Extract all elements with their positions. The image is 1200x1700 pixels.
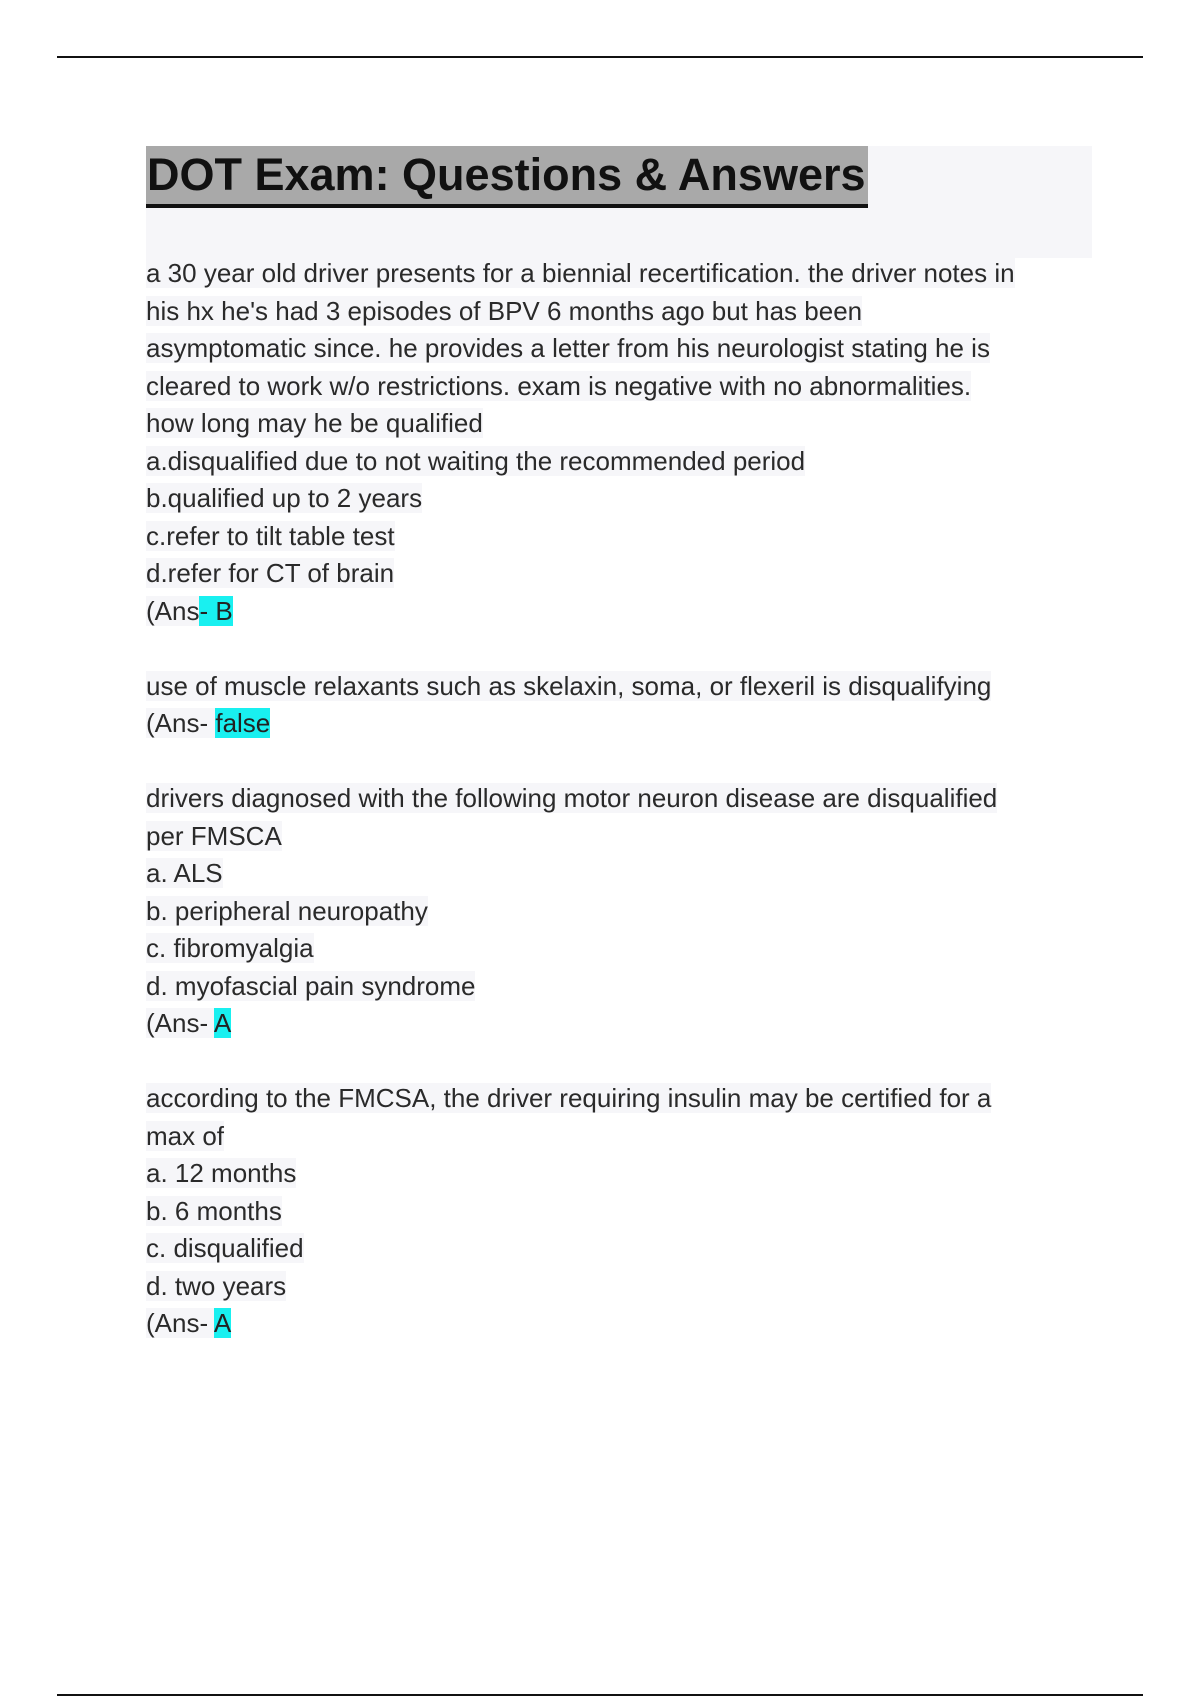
answer-highlight: - B: [199, 595, 233, 626]
answer-line: [146, 1005, 1106, 1043]
option-a: a.disqualified due to not waiting the recommended period: [146, 445, 806, 476]
option-b: b.qualified up to 2 years: [146, 483, 423, 513]
question-line: how long may he be qualified: [146, 408, 483, 438]
answer-highlight: A: [213, 1308, 232, 1338]
option-a: a. 12 months: [146, 1158, 297, 1188]
question-block-3: [146, 780, 1106, 1043]
qa-content: [146, 255, 1106, 1380]
question-line: according to the FMCSA, the driver requiring insulin may be certified for a: [146, 1083, 992, 1113]
question-line: use of muscle relaxants such as skelaxin, soma, or flexeril is disqualifying: [146, 670, 992, 701]
answer-prefix: (Ans-: [146, 1308, 214, 1338]
question-line: cleared to work w/o restrictions. exam is negative with no abnormalities.: [146, 370, 972, 401]
page-title: DOT Exam: Questions & Answers: [146, 146, 868, 208]
answer-line: [146, 1305, 1106, 1343]
answer-highlight: false: [215, 708, 271, 738]
option-b: b. 6 months: [146, 1195, 282, 1226]
option-d: d. two years: [146, 1270, 287, 1301]
question-line: a 30 year old driver presents for a biennial recertification. the driver notes in: [146, 258, 1015, 288]
page-top-rule: [57, 56, 1143, 58]
answer-prefix: (Ans-: [146, 708, 216, 738]
question-block-4: [146, 1080, 1106, 1343]
answer-highlight: A: [213, 1008, 232, 1038]
option-a: a. ALS: [146, 858, 223, 888]
question-block-1: [146, 255, 1106, 630]
page-bottom-rule: [57, 1694, 1143, 1696]
option-c: c. disqualified: [146, 1233, 304, 1263]
question-line: max of: [146, 1120, 225, 1151]
question-line: asymptomatic since. he provides a letter from his neurologist stating he is: [146, 333, 990, 363]
question-block-2: [146, 668, 1106, 743]
answer-prefix: (Ans: [146, 595, 200, 626]
option-d: d. myofascial pain syndrome: [146, 970, 476, 1001]
option-b: b. peripheral neuropathy: [146, 895, 428, 926]
question-line: drivers diagnosed with the following motor neuron disease are disqualified: [146, 783, 998, 813]
option-c: c. fibromyalgia: [146, 933, 314, 963]
answer-prefix: (Ans-: [146, 1008, 214, 1038]
answer-line: [146, 705, 1106, 743]
answer-line: [146, 593, 1106, 631]
question-line: his hx he's had 3 episodes of BPV 6 months ago but has been: [146, 295, 863, 326]
question-line: per FMSCA: [146, 820, 282, 851]
option-c: c.refer to tilt table test: [146, 520, 395, 551]
option-d: d.refer for CT of brain: [146, 558, 395, 588]
